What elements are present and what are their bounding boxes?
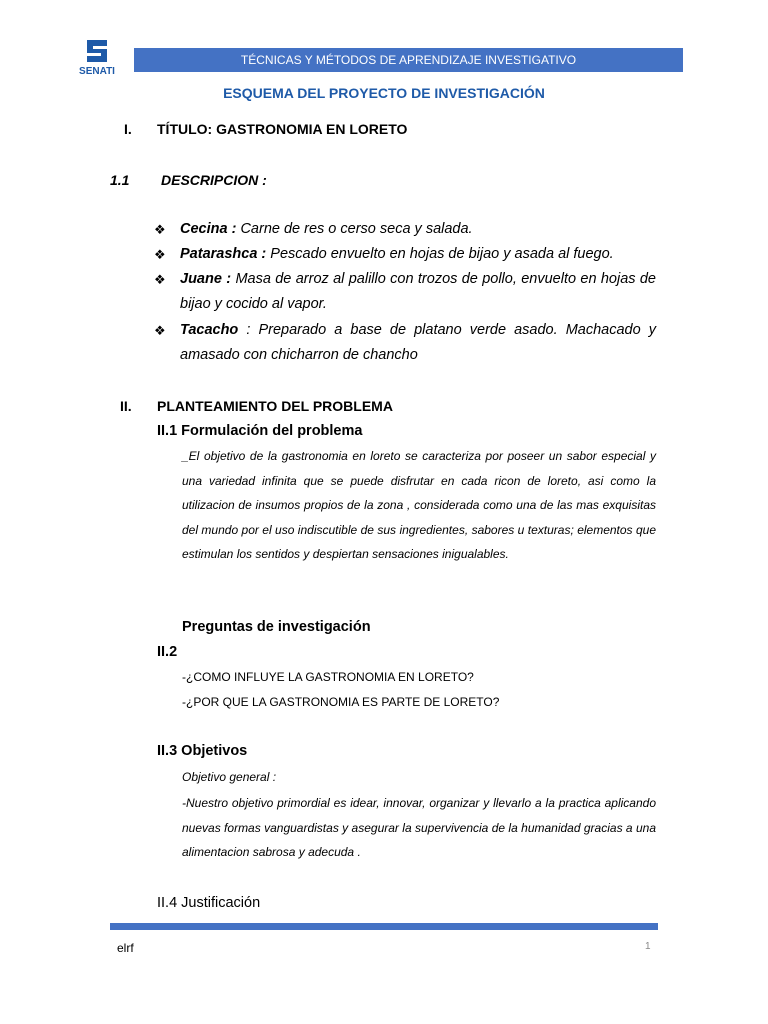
logo-text: SENATI [79,66,115,77]
document-title: ESQUEMA DEL PROYECTO DE INVESTIGACIÓN [223,85,545,101]
subsection-1-1-title: DESCRIPCION : [161,172,267,188]
problem-paragraph: _El objetivo de la gastronomia en loreto se caracteriza por poseer un sabor especial y una variedad infinita que se puede disfrutar en cada ricon de loreto, asi como la utilizacion de insumos propios de la zona , considerada como una de las mas exquisitas del mundo por el uso indiscutible de sus ingredientes, sabores u texturas; elementos que estimulan los sentidos y despiertan sensaciones inigualables. [182,449,656,561]
objective-general-label: Objetivo general : [182,770,277,784]
subsection-2-1-title: II.1 Formulación del problema [157,423,363,439]
subsection-2-4-title: II.4 Justificación [157,895,261,911]
list-item [180,242,656,267]
item-term: Juane : [180,271,232,287]
item-text: Pescado envuelto en hojas de bijao y asada al fuego. [266,246,614,262]
section-1-title: TÍTULO: GASTRONOMIA EN LORETO [157,121,408,137]
subsection-2-3-title: II.3 Objetivos [157,743,248,759]
page-number: 1 [645,941,651,952]
list-item [180,318,656,368]
bullet-icon: ❖ [154,222,166,237]
question-2: -¿POR QUE LA GASTRONOMIA ES PARTE DE LORETO? [182,695,500,709]
question-1: -¿COMO INFLUYE LA GASTRONOMIA EN LORETO? [182,670,474,684]
list-item [180,267,656,317]
item-text: Masa de arroz al palillo con trozos de pollo, envuelto en hojas de bijao y cocido al vapor. [180,271,656,312]
section-2-title: PLANTEAMIENTO DEL PROBLEMA [157,398,393,414]
item-term: Tacacho [180,322,239,338]
item-term: Patarashca : [180,246,267,262]
section-1-number: I. [124,121,132,137]
objective-paragraph: -Nuestro objetivo primordial es idear, innovar, organizar y llevarlo a la practica aplicando nuevas formas vanguardistas y asegurar la supervivencia de la humanidad gracias a una alimentacion sabrosa y adecuda . [182,796,656,859]
subsection-1-1-number: 1.1 [110,172,130,188]
section-2-number: II. [120,398,132,414]
bullet-icon: ❖ [154,247,166,262]
header-banner: TÉCNICAS Y MÉTODOS DE APRENDIZAJE INVESTIGATIVO [134,48,683,72]
item-term: Cecina : [180,221,237,237]
bullet-icon: ❖ [154,272,166,287]
item-text: Carne de res o cerso seca y salada. [236,221,473,237]
item-text: : Preparado a base de platano verde asado. Machacado y amasado con chicharron de chancho [180,322,656,363]
senati-logo-icon [72,36,122,66]
questions-title: Preguntas de investigación [182,619,371,635]
bullet-icon: ❖ [154,323,166,338]
subsection-2-2-number: II.2 [157,644,178,660]
footer-divider [110,923,658,930]
list-item [180,217,656,242]
footer-author: elrf [117,941,134,955]
